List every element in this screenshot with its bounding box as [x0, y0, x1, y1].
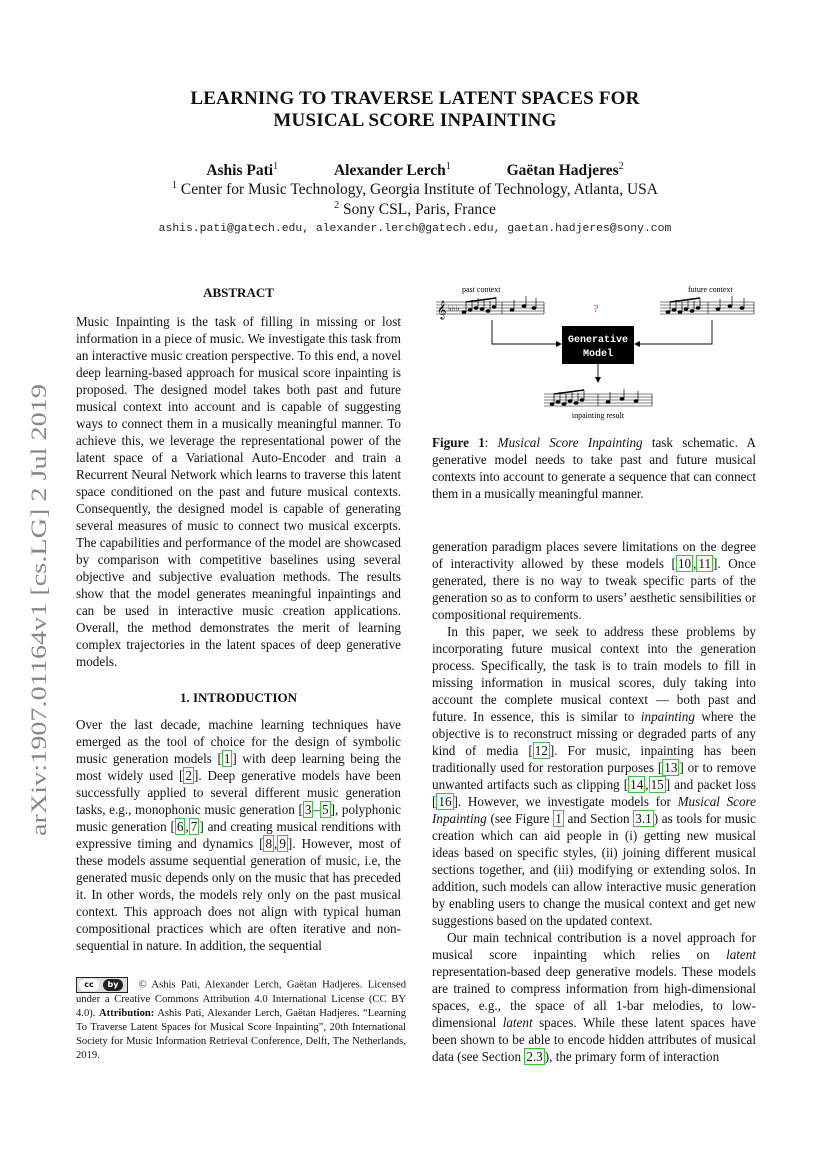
- body-text: or to remove unwanted artifacts such as clipping: [432, 760, 756, 792]
- intro-text: and creating musical renditions with expressive timing and dynamics: [76, 819, 401, 851]
- abstract-heading: ABSTRACT: [203, 285, 274, 300]
- intro-text: Over the last decade, machine learning techniques have emerged as the tool of choice for the design of symbolic music generation models: [76, 717, 401, 766]
- inpainting-result-label: inpainting result: [571, 411, 625, 420]
- svg-text:𝄞: 𝄞: [437, 300, 447, 319]
- generative-model-label-1: Generative: [567, 335, 629, 346]
- affiliation-2-sup: 2: [334, 200, 340, 211]
- affiliation-2: [80, 200, 750, 219]
- author-3-sup: 2: [618, 161, 624, 172]
- body-italic: latent: [502, 1015, 533, 1030]
- body-text: representation-based deep generative models. These models are trained to compress information from high-dimensional spaces, e.g., the space of all 1-bar melodies, to low-dimensional: [432, 964, 756, 1030]
- citation-link[interactable]: 6: [176, 819, 184, 834]
- intro-text: . However, most of these models assume sequential generation of music, i.e, the generated music depends only on the music that has preceded it. In other words, the models rely only on the past musical context. This approach does not align with typical human compositional practices which are often iterative and non-sequential in nature. In addition, the sequential: [76, 836, 401, 953]
- footnote-text-2: Ashis Pati, Alexander Lerch, Gaëtan Hadjeres. “Learning To Traverse Latent Spaces for Musical Score Inpainting”, 20th International Society for Music Information Retrieval Conference, Delft, The Netherlands, 2019.: [76, 1008, 406, 1061]
- body-italic: inpainting: [640, 709, 695, 724]
- section-link[interactable]: 3.1: [635, 811, 652, 826]
- arxiv-stamp-text: arXiv:1907.01164v1 [cs.LG] 2 Jul 2019: [26, 475, 51, 836]
- section-link[interactable]: 2.3: [526, 1049, 543, 1064]
- citation-link[interactable]: 9: [279, 836, 286, 851]
- citation-link[interactable]: 3: [304, 802, 312, 817]
- past-context-label: past context: [462, 285, 501, 294]
- figure-1-svg: [432, 282, 762, 424]
- citation-link[interactable]: 15: [650, 777, 664, 792]
- citation-link[interactable]: 10: [677, 556, 692, 571]
- title-line-2: MUSICAL SCORE INPAINTING: [273, 110, 557, 131]
- body-italic: latent: [726, 947, 756, 962]
- citation-link[interactable]: 11: [698, 556, 712, 571]
- author-2: [334, 161, 451, 180]
- paragraph-3: [432, 929, 756, 1065]
- abstract-text: Music Inpainting is the task of filling in missing or lost information in a piece of music. We investigate this task from an interactive music creation perspective. To this end, a novel deep learning-based approach for musical score inpainting is proposed. The designed model takes both past and future musical context into account and is capable of suggesting ways to connect them in a musically meaningful manner. To achieve this, we leverage the representational power of the latent space of a Variational Auto-Encoder and train a Recurrent Neural Network which learns to traverse this latent space conditioned on the past and future musical contexts. Consequently, the designed model is capable of generating several measures of music to connect two musical excerpts. The capabilities and performance of the model are showcased by comparison with competitive baselines using several objective and subjective evaluation methods. The results show that the model generates meaningful inpaintings and can be used in interactive music creation applications. Overall, the method demonstrates the merit of learning complex trajectories in the latent spaces of deep generative models.: [76, 314, 401, 669]
- generative-model-label-2: Model: [582, 349, 614, 360]
- author-1-sup: 1: [273, 161, 279, 172]
- body-text: spaces. While these latent spaces have been shown to be able to encode hidden attributes of musical data (see Section: [432, 1015, 756, 1064]
- author-3: [507, 161, 624, 180]
- body-text: ), the primary form of interaction: [544, 1049, 720, 1064]
- footnote-text-1: © Ashis Pati, Alexander Lerch, Gaëtan Hadjeres. Licensed under a Creative Commons Attribution 4.0 International License (CC BY 4.0).: [76, 979, 406, 1019]
- body-text: ) as tools for music creation which can aid people in (i) getting new musical ideas based on specific styles, (ii) joining different musical sections together, and (iii) modifying or extending solos. In addition, such models can allow interactive music generation by enabling users to change the musical context and get new suggestions based on the updated context.: [432, 811, 756, 928]
- citation-link[interactable]: 7: [190, 819, 198, 834]
- by-icon: by: [103, 979, 123, 991]
- caption-italic: Musical Score Inpainting: [497, 435, 643, 450]
- cc-license-badge: [76, 977, 128, 993]
- body-text: . However, we investigate models for: [457, 794, 678, 809]
- body-text: generation paradigm places severe limitations on the degree of interactivity allowed by these models: [432, 539, 756, 571]
- body-text: and Section: [563, 811, 634, 826]
- author-1-name: Ashis Pati: [206, 162, 274, 180]
- caption-label: Figure 1: [432, 435, 485, 450]
- figure-link[interactable]: 1: [555, 811, 562, 826]
- affiliation-2-text: Sony CSL, Paris, France: [343, 201, 496, 219]
- affiliation-1-sup: 1: [172, 180, 177, 191]
- paragraph-2: In this paper, we seek to address these problems by incorporating future musical context into the generation process. Specifically, the task is to train models to fill in missing information in musical scores, duly taking into account the complete musical context — both past and future. In essence, this is similar to inpainting where the objective is to reconstruct missing or degraded parts of any kind of media [ 12 ]. For music, inpainting has been traditionally used for restoration purposes [ 13 ] or to remove unwanted artifacts such as clipping [ 14 , 15 ] and packet loss [ 16 ]. However, we investigate models for Musical Score Inpainting (see Figure 1 and Section 3.1 ) as tools for music creation which can aid people in (i) getting new musical ideas based on specific styles, (ii) joining different musical sections together, and (iii) modifying or extending solos. In addition, such models can allow interactive music generation by enabling users to change the musical context and get new suggestions based on the updated context.: [432, 624, 757, 928]
- title-line-1: LEARNING TO TRAVERSE LATENT SPACES FOR: [190, 88, 640, 109]
- intro-text: , polyphonic music generation: [76, 802, 401, 834]
- arxiv-stamp-svg: [14, 380, 60, 840]
- arxiv-stamp: [14, 380, 60, 840]
- right-column-body: [432, 538, 756, 1065]
- citation-link[interactable]: 16: [438, 794, 452, 809]
- body-text: In this paper, we seek to address these problems by incorporating future musical context into the generation process. Specifically, the task is to train models to fill in missing information in musical scores, duly taking into account the complete musical context — both past and future. In essence, this is similar to: [432, 624, 756, 724]
- introduction-paragraph: Over the last decade, machine learning techniques have emerged as the tool of choice for the design of symbolic music generation models [ 1 ] with deep learning being the most widely used [ 2 ]. Deep generative models have been successfully applied to several different music generation tasks, e.g., monophonic music generation [ 3 – 5 ], polyphonic music generation [ 6 , 7 ] and creating musical renditions with expressive timing and dynamics [ 8 , 9 ]. However, most of these models assume sequential generation of music, i.e, the generated music depends only on the music that has preceded it. In other words, the models rely only on the past musical context. This approach does not align with typical human compositional practices which are often iterative and non-sequential in nature. In addition, the sequential: [76, 717, 401, 953]
- author-2-name: Alexander Lerch: [333, 162, 446, 180]
- caption-colon: :: [484, 435, 498, 450]
- author-list: [90, 161, 740, 180]
- author-2-sup: 1: [445, 161, 451, 172]
- author-1: [206, 161, 278, 180]
- paper-title: [90, 88, 740, 132]
- affiliation-1-text: Center for Music Technology, Georgia Institute of Technology, Atlanta, USA: [180, 181, 658, 199]
- intro-text: with deep learning being the most widely used: [76, 751, 401, 783]
- author-emails: ashis.pati@gatech.edu, alexander.lerch@gatech.edu, gaetan.hadjeres@sony.com: [158, 223, 672, 235]
- figure-1-caption: [432, 434, 756, 502]
- body-italic: Musical Score Inpainting: [432, 794, 756, 826]
- footnote-attribution-label: Attribution:: [98, 1008, 155, 1019]
- missing-question-mark: ?: [593, 303, 599, 315]
- abstract-section: [76, 284, 401, 670]
- future-context-label: future context: [688, 285, 733, 294]
- citation-link[interactable]: 5: [322, 802, 329, 817]
- citation-link[interactable]: 2: [185, 768, 192, 783]
- citation-link[interactable]: 14: [630, 777, 644, 792]
- introduction-section: [76, 689, 401, 954]
- body-text: (see Figure: [486, 811, 554, 826]
- body-text: and packet loss: [670, 777, 756, 792]
- author-3-name: Gaëtan Hadjeres: [506, 162, 619, 180]
- citation-link[interactable]: 13: [664, 760, 678, 775]
- introduction-heading: 1. INTRODUCTION: [179, 690, 297, 705]
- paragraph-1: generation paradigm places severe limitations on the degree of interactivity allowed by these models [ 10 , 11 ]. Once generated, there is no way to tweak specific parts of the generation so as to conform to users’ aesthetic sensibilities or compositional requirements.: [432, 539, 757, 622]
- citation-link[interactable]: 8: [265, 836, 273, 851]
- body-text: . Once generated, there is no way to tweak specific parts of the generation so as to conform to users’ aesthetic sensibilities or compositional requirements.: [432, 556, 757, 622]
- caption-text: task schematic. A generative model needs to take past and future musical contexts into account to generate a sequence that can connect them in a musically meaningful manner.: [432, 435, 757, 501]
- citation-link[interactable]: 12: [534, 743, 548, 758]
- figure-1-schematic: [432, 282, 762, 424]
- body-text: Our main technical contribution is a novel approach for musical score inpainting which relies on: [432, 930, 756, 962]
- svg-text:♭♭♭: ♭♭♭: [448, 304, 460, 313]
- body-text: . For music, inpainting has been traditionally used for restoration purposes: [432, 743, 756, 775]
- intro-text: . Deep generative models have been successfully applied to several different music generation tasks, e.g., monophonic music generation: [76, 768, 401, 817]
- license-footnote: [76, 977, 406, 1063]
- affiliation-1: [80, 180, 750, 199]
- body-text: where the objective is to reconstruct missing or degraded parts of any kind of media: [432, 709, 757, 758]
- citation-link[interactable]: 1: [223, 751, 231, 766]
- cc-icon: cc: [79, 979, 99, 991]
